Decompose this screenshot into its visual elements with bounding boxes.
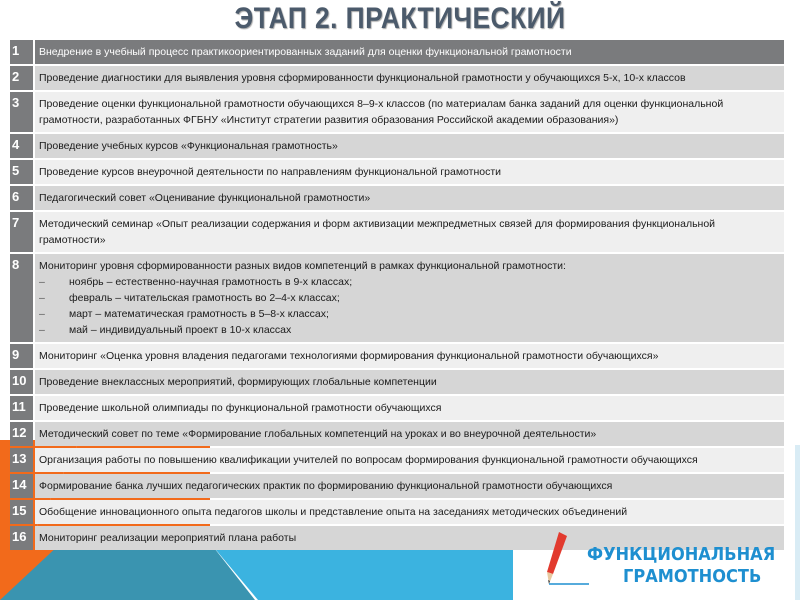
sub-item-text: февраль – читательская грамотность во 2–4-х классах; (69, 292, 340, 304)
row-number: 12 (10, 422, 33, 446)
table-row (10, 396, 784, 420)
sub-item-text: май – индивидуальный проект в 10-х классах (69, 324, 292, 336)
sub-item-text: март – математическая грамотность в 5–8-х классах; (69, 308, 329, 320)
row-number: 5 (10, 160, 33, 184)
row-text: Проведение учебных курсов «Функциональная грамотность» (35, 134, 784, 158)
logo-text-line1: ФУНКЦИОНАЛЬНАЯ (587, 544, 776, 565)
logo-text-line2: ГРАМОТНОСТЬ (623, 566, 762, 587)
row-text: Педагогический совет «Оценивание функциональной грамотности» (35, 186, 784, 210)
row-number: 13 (10, 448, 33, 472)
table-row (10, 422, 784, 446)
table-row (10, 160, 784, 184)
row-number: 16 (10, 526, 33, 550)
sub-item (39, 306, 780, 322)
row-text: Методический семинар «Опыт реализации содержания и форм активизации межпредметных связей для формирования функциональной грамотности» (35, 212, 784, 252)
plan-table (10, 40, 784, 552)
table-row (10, 370, 784, 394)
functional-literacy-logo (545, 530, 795, 600)
row-number: 3 (10, 92, 33, 132)
row-number: 2 (10, 66, 33, 90)
row-text: Мониторинг «Оценка уровня владения педагогами технологиями формирования функциональной грамотности обучающихся» (35, 344, 784, 368)
row-number: 11 (10, 396, 33, 420)
row-number: 14 (10, 474, 33, 498)
row-number: 10 (10, 370, 33, 394)
row-number: 8 (10, 254, 33, 342)
row-text: Мониторинг уровня сформированности разных видов компетенций в рамках функциональной грамотности: (39, 260, 566, 272)
row-text: Проведение курсов внеурочной деятельности по направлениям функциональной грамотности (35, 160, 784, 184)
dash-bullet: – (39, 308, 45, 320)
table-row (10, 448, 784, 472)
row-text-block (35, 254, 784, 342)
row-text: Внедрение в учебный процесс практикоориентированных заданий для оценки функциональной грамотности (35, 40, 784, 64)
table-row (10, 92, 784, 132)
dash-bullet: – (39, 324, 45, 336)
dash-bullet: – (39, 292, 45, 304)
page-title: ЭТАП 2. ПРАКТИЧЕСКИЙ (234, 2, 566, 35)
row-number: 1 (10, 40, 33, 64)
row-text: Организация работы по повышению квалификации учителей по вопросам формирования функциональной грамотности обучающихся (35, 448, 784, 472)
table-row (10, 186, 784, 210)
sub-item (39, 322, 780, 338)
table-row (10, 500, 784, 524)
row-text: Формирование банка лучших педагогических практик по формированию функциональной грамотности обучающихся (35, 474, 784, 498)
table-row (10, 40, 784, 64)
table-row (10, 212, 784, 252)
table-row (10, 66, 784, 90)
row-number: 15 (10, 500, 33, 524)
sub-item-text: ноябрь – естественно-научная грамотность в 9-х классах; (69, 276, 353, 288)
row-text: Методический совет по теме «Формирование глобальных компетенций на уроках и во внеурочной деятельности» (35, 422, 784, 446)
row-text: Обобщение инновационного опыта педагогов школы и представление опыта на заседаниях методических объединений (35, 500, 784, 524)
row-text: Проведение школьной олимпиады по функциональной грамотности обучающихся (35, 396, 784, 420)
table-row (10, 254, 784, 342)
sub-item (39, 290, 780, 306)
row-text: Проведение оценки функциональной грамотности обучающихся 8–9-х классов (по материалам банка заданий для оценки функциональной грамотности, разработанных ФГБНУ «Институт стратегии развития образования Российской академии образования») (35, 92, 784, 132)
row-text: Проведение диагностики для выявления уровня сформированности функциональной грамотности у обучающихся 5-х, 10-х классов (35, 66, 784, 90)
sub-item (39, 274, 780, 290)
table-row (10, 134, 784, 158)
row-text: Мониторинг реализации мероприятий плана работы (35, 526, 784, 550)
row-number: 9 (10, 344, 33, 368)
row-number: 6 (10, 186, 33, 210)
row-number: 4 (10, 134, 33, 158)
table-row (10, 474, 784, 498)
dash-bullet: – (39, 276, 45, 288)
row-number: 7 (10, 212, 33, 252)
table-row (10, 344, 784, 368)
row-text: Проведение внеклассных мероприятий, формирующих глобальные компетенции (35, 370, 784, 394)
